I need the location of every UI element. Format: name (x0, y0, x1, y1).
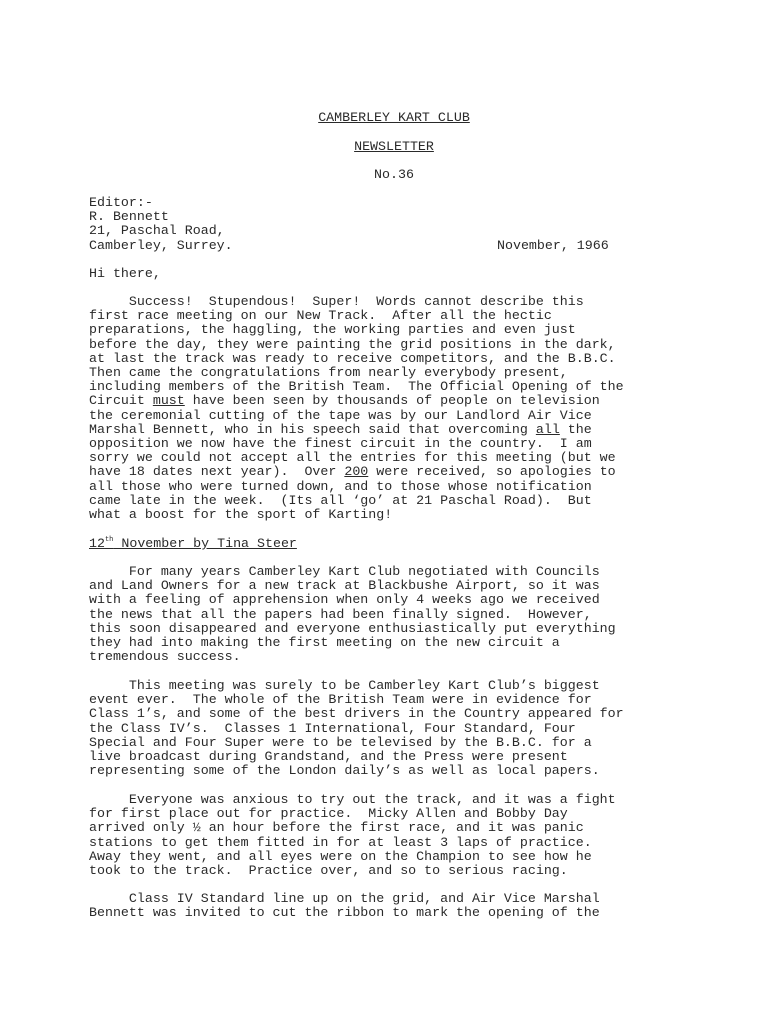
text-line: took to the track. Practice over, and so to serious racing. (89, 863, 568, 879)
text-run: the (559, 421, 592, 437)
emphasis-must: must (152, 393, 185, 409)
text-line: at last the track was ready to receive competitors, and the B.B.C. (89, 350, 616, 366)
text-line: arrived only ½ an hour before the first race, and it was panic (89, 820, 584, 836)
text-line: event ever. The whole of the British Team were in evidence for (89, 692, 592, 708)
text-line: all those who were turned down, and to those whose notification (89, 478, 592, 494)
issue-date: November, 1966 (497, 238, 609, 253)
text-line: Then came the congratulations from nearly everybody present, (89, 365, 568, 381)
text-line: they had into making the first meeting on the new circuit a (89, 635, 560, 651)
text-line: the news that all the papers had been finally signed. However, (89, 606, 592, 622)
heading-day: 12 (89, 536, 105, 551)
text-line: sorry we could not accept all the entries for this meeting (but we (89, 450, 616, 466)
text-line (89, 394, 729, 408)
text-line: the Class IV’s. Classes 1 International, Four Standard, Four (89, 720, 576, 736)
issue-number: No.36 (374, 167, 414, 182)
text-line: before the day, they were painting the grid positions in the dark, (89, 336, 616, 352)
paragraph-2 (89, 679, 729, 778)
text-line (89, 423, 729, 437)
emphasis-200: 200 (344, 464, 369, 480)
text-line: Class 1’s, and some of the best drivers in the Country appeared for (89, 706, 624, 722)
text-line: and Land Owners for a new track at Blackbushe Airport, so it was (89, 578, 600, 594)
heading-ordinal: th (104, 536, 114, 544)
text-line: This meeting was surely to be Camberley Kart Club’s biggest (89, 678, 600, 693)
text-line: Class IV Standard line up on the grid, and Air Vice Marshal (89, 891, 600, 906)
editor-name: R. Bennett (89, 209, 169, 225)
editor-block (89, 196, 729, 253)
text-line: preparations, the haggling, the working parties and even just (89, 322, 576, 338)
text-line: representing some of the London daily’s as well as local papers. (89, 763, 600, 779)
text-line: for first place out for practice. Micky Allen and Bobby Day (89, 806, 568, 822)
text-line: came late in the week. (Its all ‘go’ at 21 Paschal Road). But (89, 492, 592, 508)
text-line: Everyone was anxious to try out the track, and it was a fight (89, 792, 616, 807)
text-line: with a feeling of apprehension when only 4 weeks ago we received (89, 592, 600, 608)
text-line: including members of the British Team. The Official Opening of the (89, 379, 624, 395)
text-line: Bennett was invited to cut the ribbon to mark the opening of the (89, 905, 600, 921)
text-line: first race meeting on our New Track. After all the hectic (89, 308, 552, 324)
text-run: have been seen by thousands of people on television (184, 393, 600, 409)
greeting: Hi there, (89, 266, 161, 281)
text-line: what a boost for the sport of Karting! (89, 507, 393, 523)
paragraph-3 (89, 793, 729, 878)
editor-address-line2: Camberley, Surrey. (89, 237, 233, 253)
section-heading (89, 537, 729, 551)
text-line (89, 465, 729, 479)
editor-address-line1: 21, Paschal Road, (89, 223, 225, 239)
text-line: stations to get them fitted in for at least 3 laps of practice. (89, 834, 592, 850)
club-title: CAMBERLEY KART CLUB (318, 110, 470, 125)
emphasis-all: all (535, 421, 560, 437)
heading-text: November by Tina Steer (113, 536, 297, 551)
text-run: Marshal Bennett, who in his speech said that overcoming (89, 421, 536, 437)
paragraph-4 (89, 892, 729, 920)
text-line: live broadcast during Grandstand, and the Press were present (89, 749, 568, 765)
paragraph-1 (89, 565, 729, 664)
text-line: tremendous success. (89, 649, 241, 665)
text-line: the ceremonial cutting of the tape was by our Landlord Air Vice (89, 407, 592, 423)
text-run: have 18 dates next year). Over (89, 464, 345, 480)
text-line: Success! Stupendous! Super! Words cannot describe this (89, 294, 584, 309)
editor-label: Editor:- (89, 195, 153, 210)
text-run: Circuit (89, 393, 153, 409)
text-run: were received, so apologies to (368, 464, 616, 480)
text-line: Special and Four Super were to be televised by the B.B.C. for a (89, 734, 592, 750)
newsletter-title: NEWSLETTER (354, 139, 434, 154)
text-line: For many years Camberley Kart Club negotiated with Councils (89, 564, 600, 579)
text-line: this soon disappeared and everyone enthusiastically put everything (89, 620, 616, 636)
intro-paragraph (89, 295, 729, 522)
text-line: Away they went, and all eyes were on the Champion to see how he (89, 848, 592, 864)
text-line: opposition we now have the finest circuit in the country. I am (89, 436, 592, 452)
